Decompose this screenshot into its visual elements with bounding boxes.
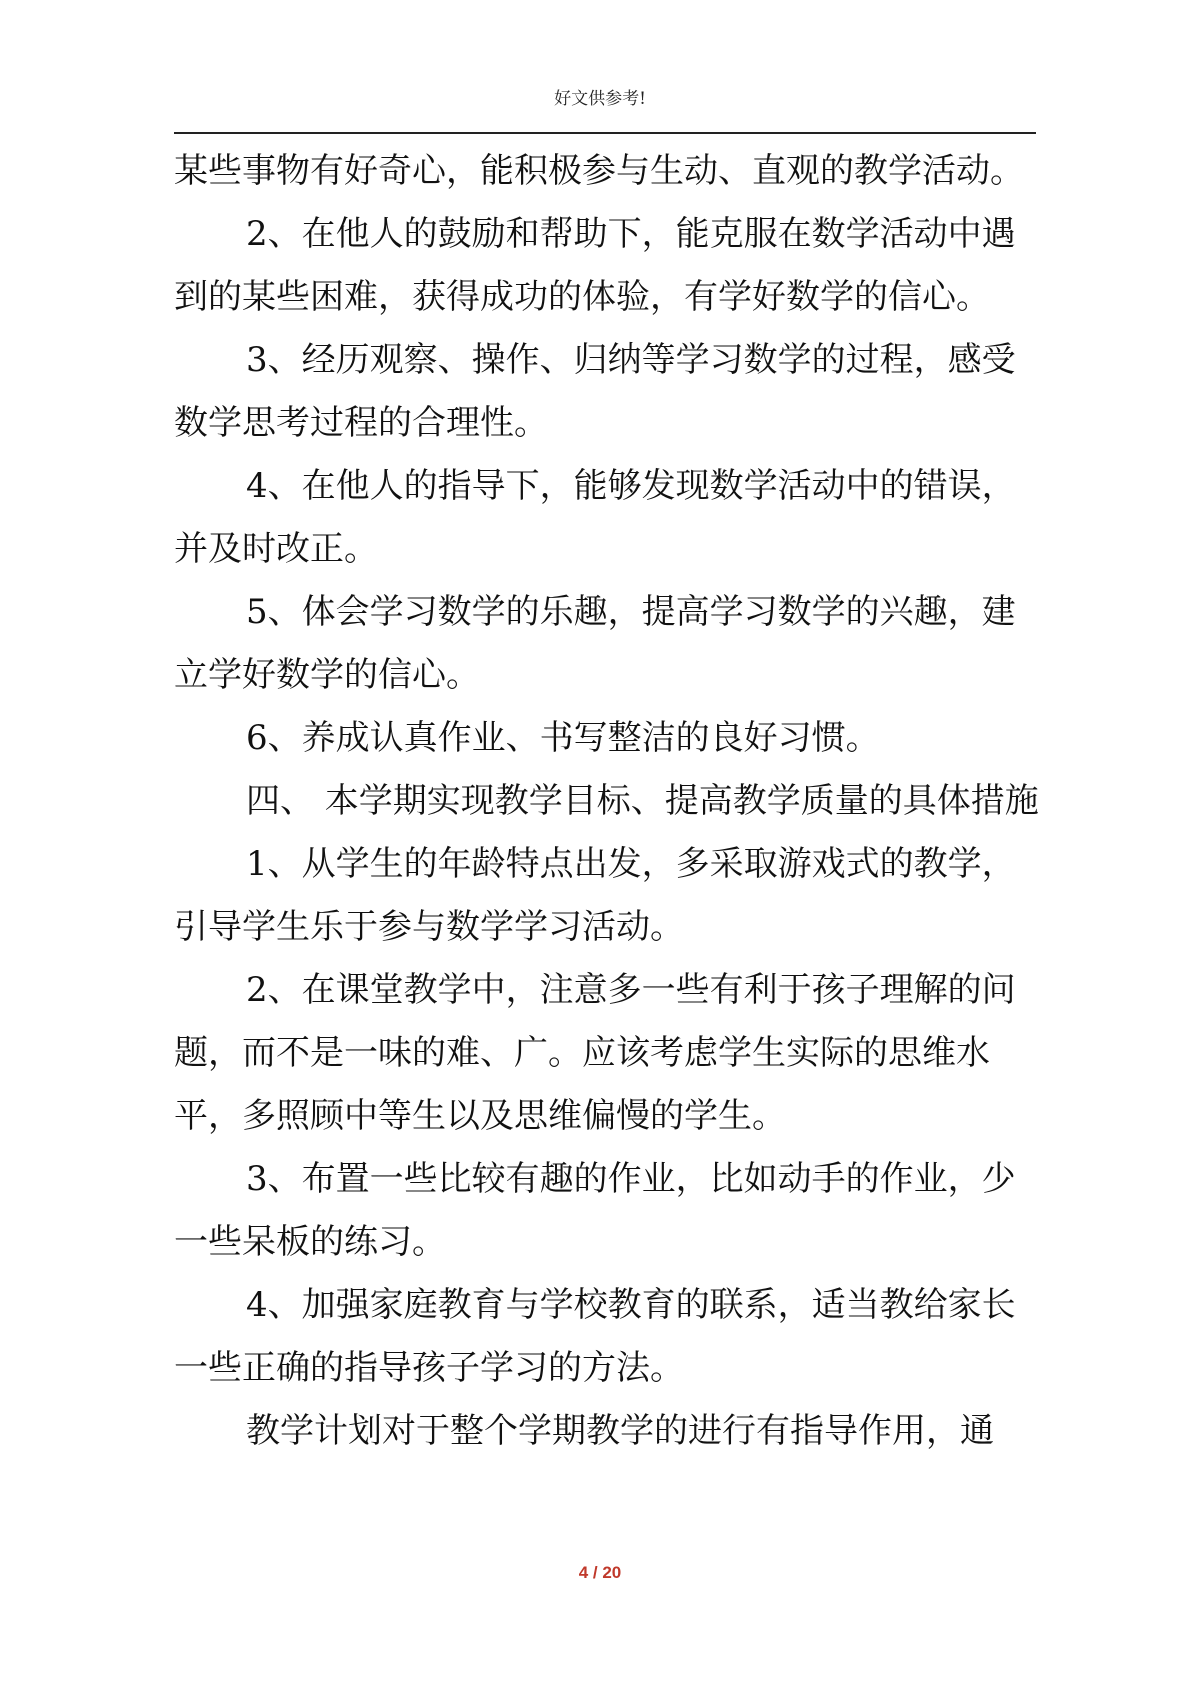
paragraph: 4、在他人的指导下，能够发现数学活动中的错误，并及时改正。 [174, 466, 1016, 569]
section-heading: 四、 本学期实现教学目标、提高教学质量的具体措施 [246, 781, 1039, 821]
paragraph: 某些事物有好奇心，能积极参与生动、直观的教学活动。 [174, 151, 1024, 191]
paragraph: 3、布置一些比较有趣的作业，比如动手的作业，少一些呆板的练习。 [174, 1159, 1016, 1262]
paragraph: 3、经历观察、操作、归纳等学习数学的过程，感受数学思考过程的合理性。 [174, 340, 1016, 443]
page-number: 4 / 20 [578, 1563, 622, 1582]
paragraph: 4、加强家庭教育与学校教育的联系，适当教给家长一些正确的指导孩子学习的方法。 [174, 1285, 1016, 1388]
header-divider [174, 132, 1036, 134]
paragraph: 1、从学生的年龄特点出发，多采取游戏式的教学，引导学生乐于参与数学学习活动。 [174, 844, 1016, 947]
paragraph: 2、在课堂教学中，注意多一些有利于孩子理解的问题，而不是一味的难、广。应该考虑学生实际的思维水平，多照顾中等生以及思维偏慢的学生。 [174, 970, 1016, 1136]
paragraph: 6、养成认真作业、书写整洁的良好习惯。 [246, 718, 880, 758]
paragraph: 2、在他人的鼓励和帮助下，能克服在数学活动中遇到的某些困难，获得成功的体验，有学好数学的信心。 [174, 214, 1016, 317]
document-body [174, 140, 1044, 1463]
page-header: 好文供参考! [554, 89, 646, 109]
paragraph: 教学计划对于整个学期教学的进行有指导作用，通 [246, 1411, 994, 1451]
paragraph: 5、体会学习数学的乐趣，提高学习数学的兴趣，建立学好数学的信心。 [174, 592, 1016, 695]
